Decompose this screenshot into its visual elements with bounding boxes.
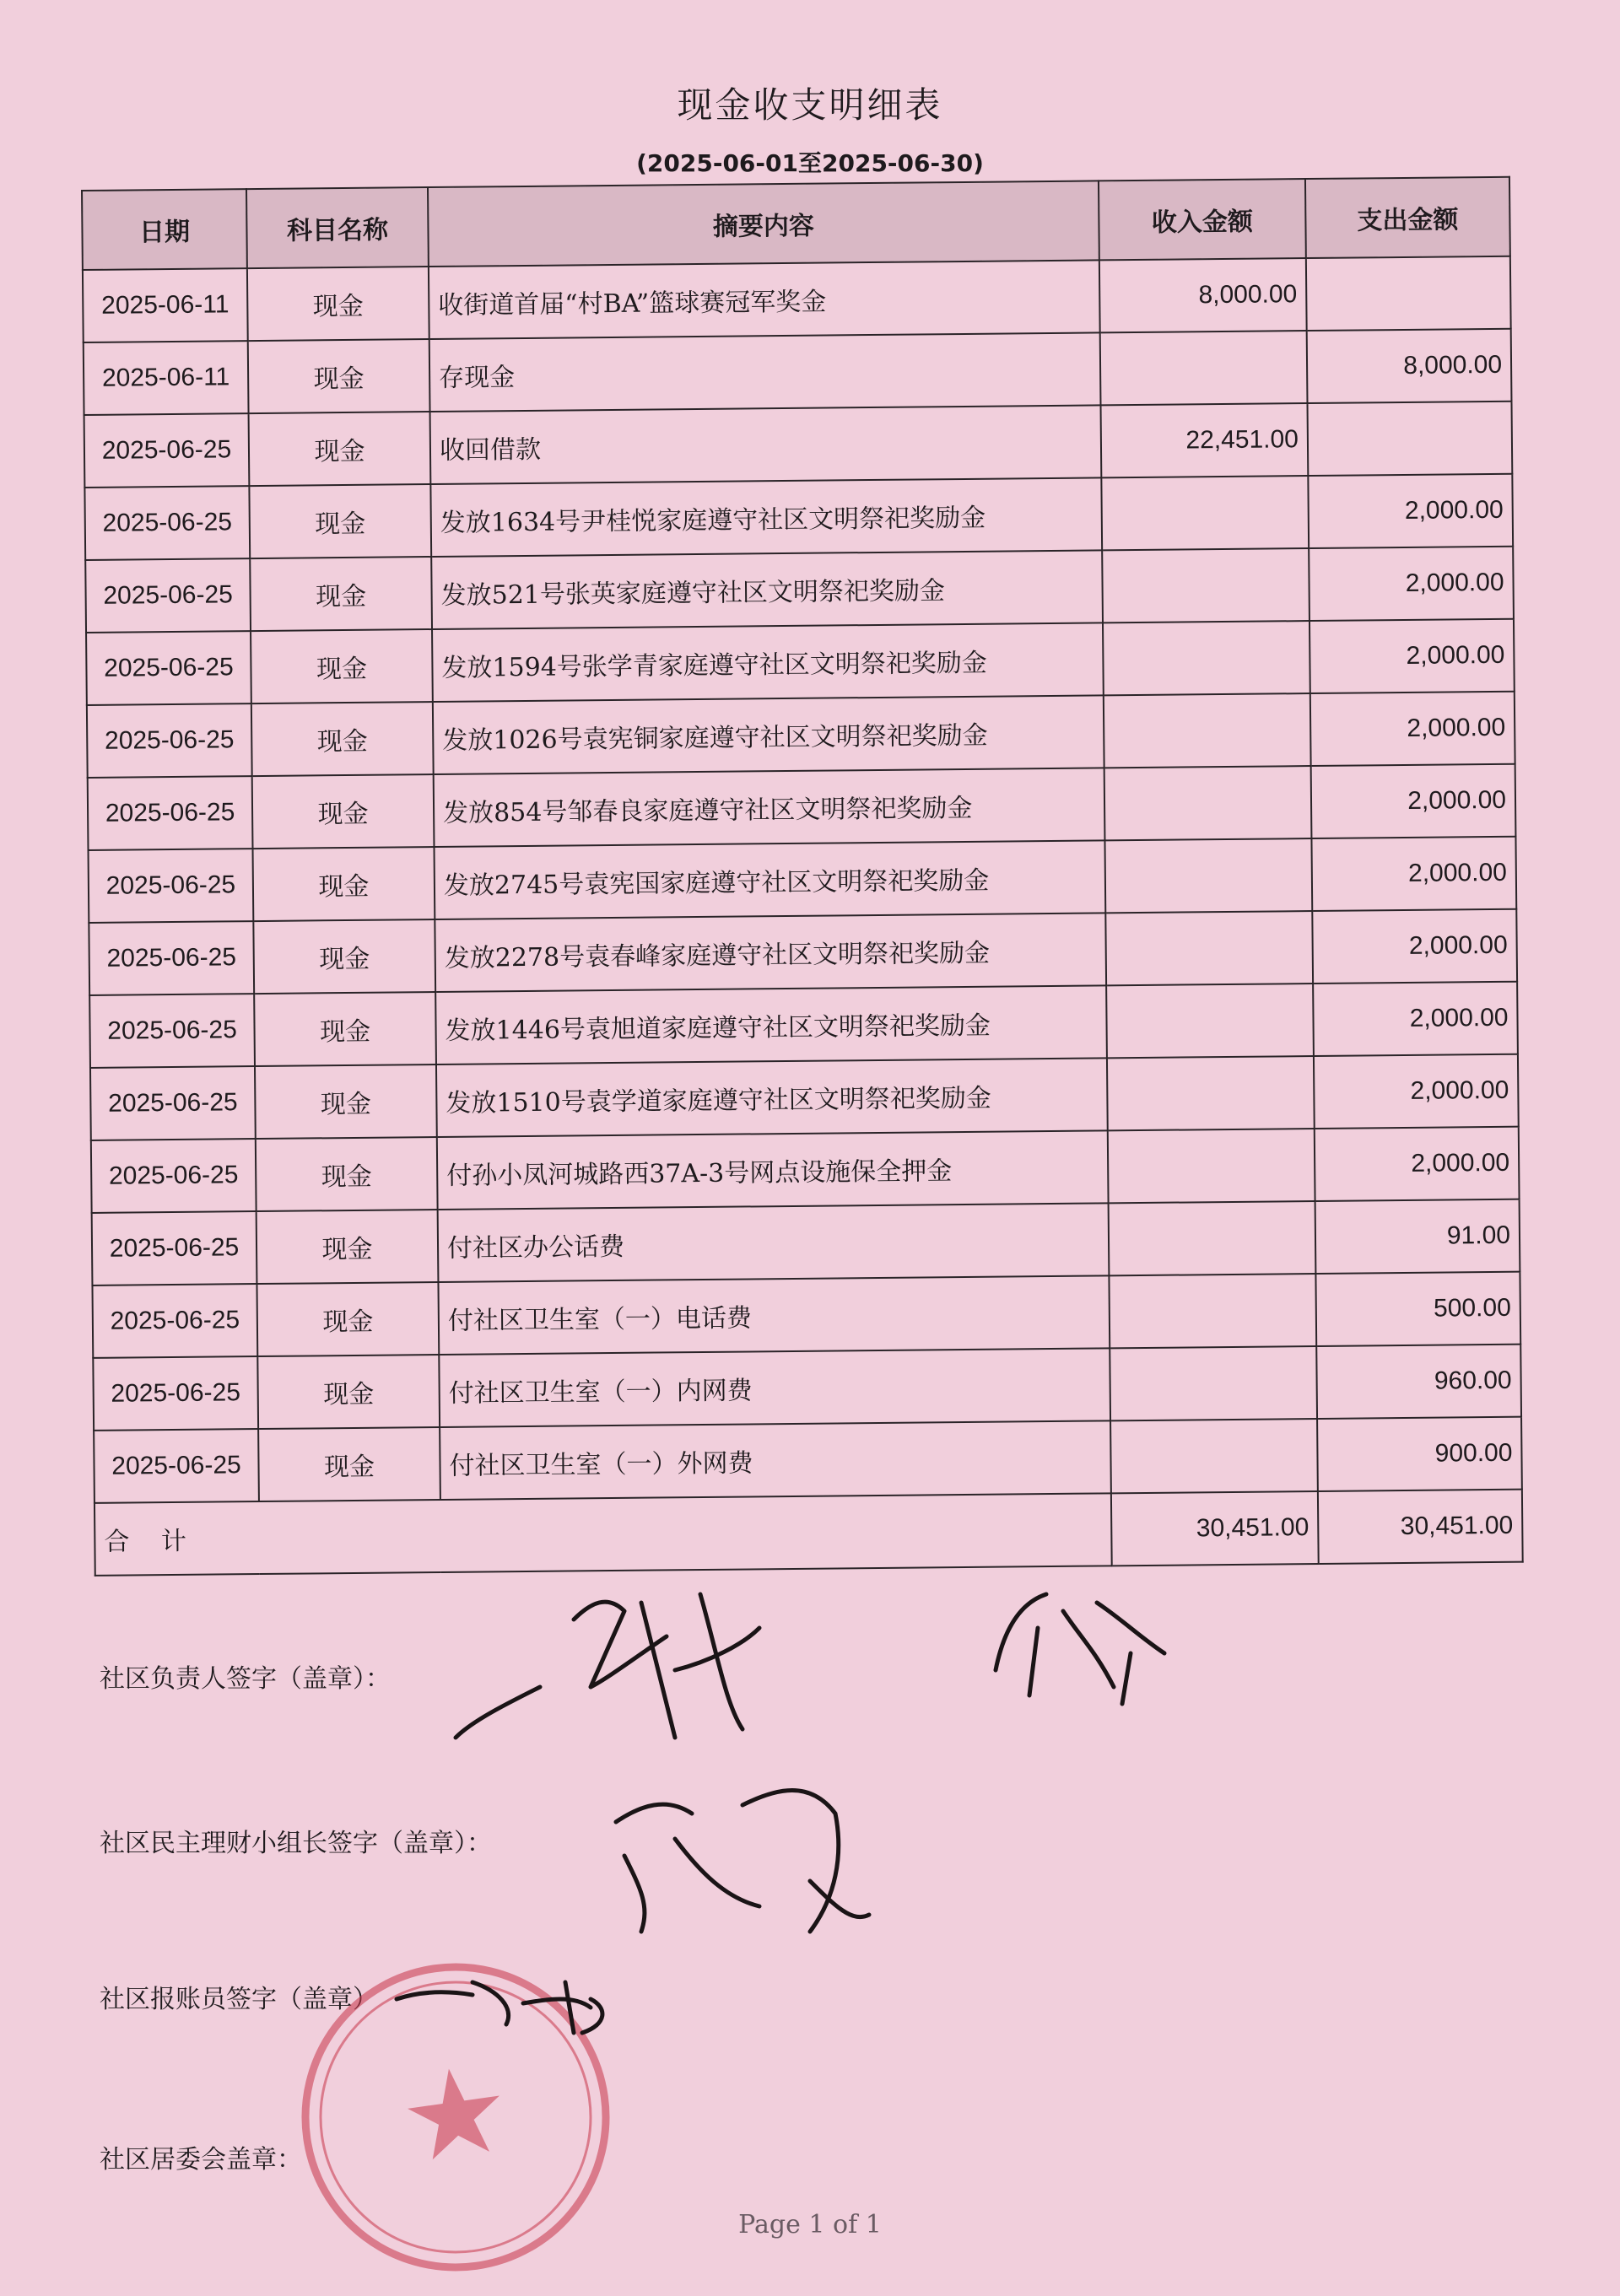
cell-summary: 付社区办公话费 [438,1203,1110,1282]
cell-summary: 发放2745号袁宪国家庭遵守社区文明祭祀奖励金 [434,840,1105,919]
document-period: (2025-06-01至2025-06-30) [636,149,984,177]
cell-income: 8,000.00 [1099,258,1307,332]
cell-subject: 现金 [250,557,432,631]
total-expense: 30,451.00 [1318,1490,1523,1564]
cell-date: 2025-06-25 [85,558,251,633]
header-income: 收入金额 [1099,179,1306,260]
cell-subject: 现金 [256,1210,439,1284]
cell-subject: 现金 [253,847,435,921]
cell-date: 2025-06-11 [84,341,249,415]
cell-date: 2025-06-25 [84,413,250,488]
cell-expense: 2,000.00 [1315,1127,1520,1201]
cell-summary: 发放521号张英家庭遵守社区文明祭祀奖励金 [431,550,1103,629]
cell-expense: 2,000.00 [1312,909,1517,984]
cell-subject: 现金 [247,267,429,341]
cell-subject: 现金 [257,1355,440,1429]
cell-summary: 付社区卫生室（一）外网费 [440,1420,1111,1500]
cell-expense: 960.00 [1316,1345,1521,1419]
finance-group-signature-label: 社区民主理财小组长签字（盖章）： [100,1829,492,1858]
cell-date: 2025-06-25 [89,921,254,995]
cell-subject: 现金 [254,992,436,1066]
cell-expense: 2,000.00 [1311,764,1516,838]
cell-subject: 现金 [256,1282,439,1356]
cell-date: 2025-06-25 [84,486,250,560]
cell-summary: 发放854号邹春良家庭遵守社区文明祭祀奖励金 [434,768,1105,847]
committee-seal-label: 社区居委会盖章： [100,2145,302,2175]
cell-date: 2025-06-25 [93,1356,258,1431]
cell-summary: 付孙小凤河城路西37A-3号网点设施保全押金 [437,1130,1109,1210]
cell-income: 22,451.00 [1101,403,1309,477]
cell-expense: 900.00 [1317,1417,1522,1491]
cell-subject: 现金 [249,412,431,486]
cell-date: 2025-06-25 [91,1139,256,1213]
cell-subject: 现金 [251,629,433,703]
cell-date: 2025-06-25 [86,631,251,705]
document-title: 现金收支明细表 [677,84,943,126]
cell-date: 2025-06-25 [89,994,255,1068]
cell-expense: 2,000.00 [1311,837,1516,911]
cell-subject: 现金 [256,1137,438,1211]
cell-subject: 现金 [252,774,435,849]
cell-summary: 存现金 [429,332,1101,412]
accountant-signature-label: 社区报账员签字（盖章） [100,1985,378,2014]
cell-expense: 2,000.00 [1310,619,1515,693]
cell-subject: 现金 [248,339,430,413]
cell-date: 2025-06-25 [90,1066,256,1140]
cell-date: 2025-06-25 [88,776,253,850]
cell-expense: 2,000.00 [1309,547,1514,621]
seal-star-icon [402,2062,506,2162]
leader-signature-label: 社区负责人签字（盖章）： [100,1664,391,1694]
cell-expense: 500.00 [1315,1272,1520,1346]
total-income: 30,451.00 [1111,1491,1319,1566]
header-date: 日期 [82,189,247,270]
cell-date: 2025-06-11 [83,268,248,342]
cell-expense: 2,000.00 [1310,692,1515,766]
cell-expense: 91.00 [1315,1199,1520,1274]
total-label: 合 计 [94,1493,1112,1576]
cell-summary: 收回借款 [430,405,1102,484]
cell-subject: 现金 [253,919,435,994]
cell-subject: 现金 [251,702,434,776]
page-number: Page 1 of 1 [738,2210,882,2239]
leader-signature-2 [996,1594,1164,1704]
cell-subject: 现金 [255,1064,437,1139]
cell-date: 2025-06-25 [87,703,252,778]
header-expense: 支出金额 [1305,177,1510,258]
cell-summary: 发放1634号尹桂悦家庭遵守社区文明祭祀奖励金 [430,477,1102,557]
cell-expense: 2,000.00 [1313,982,1518,1056]
cell-summary: 发放1026号袁宪铜家庭遵守社区文明祭祀奖励金 [433,695,1104,774]
cell-subject: 现金 [249,484,431,558]
cell-expense: 8,000.00 [1307,329,1512,403]
cell-summary: 发放2278号袁春峰家庭遵守社区文明祭祀奖励金 [435,913,1106,992]
cell-expense: 2,000.00 [1308,474,1513,548]
header-summary: 摘要内容 [428,181,1099,267]
cell-summary: 付社区卫生室（一）电话费 [438,1275,1110,1355]
header-subject: 科目名称 [246,187,429,268]
cell-date: 2025-06-25 [89,849,254,923]
cell-summary: 发放1446号袁旭道家庭遵守社区文明祭祀奖励金 [435,985,1107,1064]
cell-date: 2025-06-25 [94,1429,259,1503]
cell-summary: 付社区卫生室（一）内网费 [439,1348,1110,1427]
cell-expense: 2,000.00 [1314,1054,1519,1129]
cell-summary: 收街道首届“村BA”篮球赛冠军奖金 [429,260,1100,339]
cell-summary: 发放1594号张学青家庭遵守社区文明祭祀奖励金 [432,623,1104,702]
finance-group-signature [616,1791,869,1932]
cell-date: 2025-06-25 [92,1211,257,1285]
cell-summary: 发放1510号袁学道家庭遵守社区文明祭祀奖励金 [436,1058,1108,1137]
leader-signature-1 [456,1594,759,1738]
cell-date: 2025-06-25 [92,1284,257,1358]
cell-subject: 现金 [258,1427,440,1501]
